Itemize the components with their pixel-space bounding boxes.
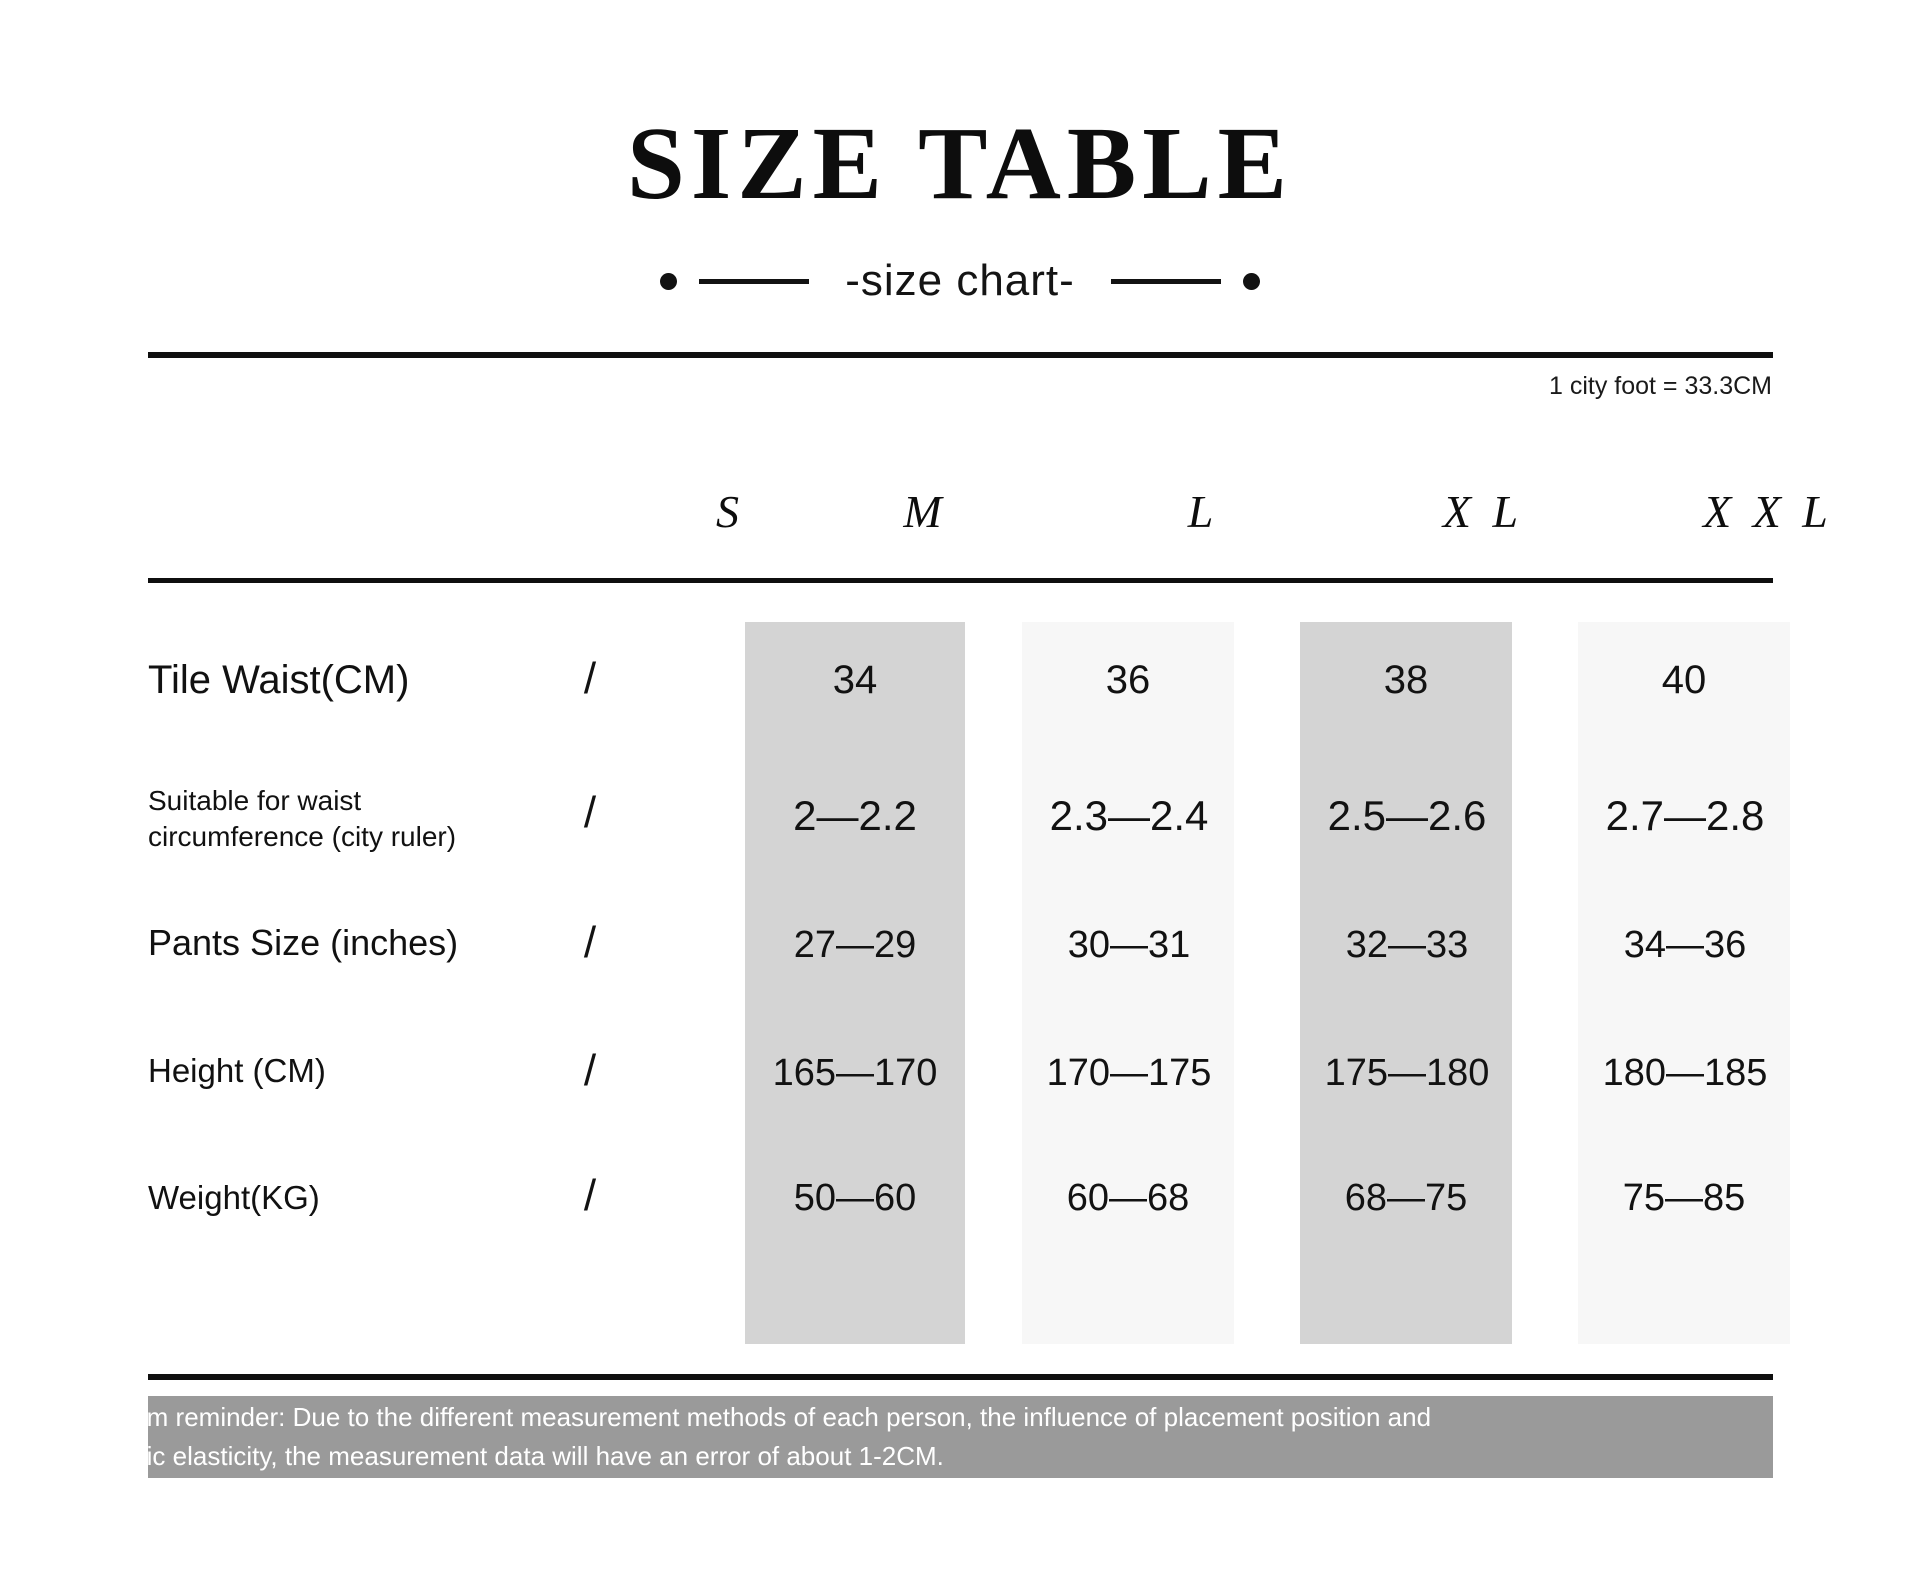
footer-note <box>138 1398 1798 1476</box>
cell-waist-circumference-m: 2—2.2 <box>793 792 917 839</box>
cell-weight-s: / <box>583 1171 597 1220</box>
column-band-xl <box>1300 622 1512 1344</box>
dot-right-icon <box>1243 273 1260 290</box>
cell-height-s: / <box>583 1046 597 1095</box>
cell-weight-m: 50—60 <box>793 1177 917 1219</box>
column-header-s: S <box>716 486 744 537</box>
column-header-l: L <box>1187 486 1219 537</box>
cell-weight-xxl: 75—85 <box>1622 1177 1746 1219</box>
row-label-weight: Weight(KG) <box>148 1179 320 1216</box>
cell-pants-size-xxl: 34—36 <box>1623 924 1747 966</box>
row-label-height: Height (CM) <box>148 1052 326 1089</box>
line-left-icon <box>699 279 809 284</box>
cell-waist-circumference-xxl: 2.7—2.8 <box>1605 792 1765 839</box>
row-label-tile-waist: Tile Waist(CM) <box>148 658 410 702</box>
divider-header <box>148 578 1773 583</box>
column-header-xxl: X X L <box>1703 486 1833 537</box>
subtitle-row <box>0 256 1920 306</box>
column-header-m: M <box>903 486 947 537</box>
cell-tile-waist-xxl: 40 <box>1661 658 1707 702</box>
column-band-m <box>745 622 965 1344</box>
cell-pants-size-m: 27—29 <box>793 924 917 966</box>
page-subtitle: -size chart- <box>845 256 1075 305</box>
row-label-pants-size: Pants Size (inches) <box>148 922 459 963</box>
cell-tile-waist-m: 34 <box>832 658 878 702</box>
divider-bottom <box>148 1374 1773 1380</box>
footer-note-line-2: ric elasticity, the measurement data will have an error of about 1-2CM. <box>138 1441 944 1471</box>
cell-pants-size-l: 30—31 <box>1067 924 1191 966</box>
dot-left-icon <box>660 273 677 290</box>
cell-waist-circumference-l: 2.3—2.4 <box>1049 792 1209 839</box>
cell-pants-size-xl: 32—33 <box>1345 924 1469 966</box>
cell-weight-xl: 68—75 <box>1344 1177 1468 1219</box>
cell-waist-circumference-s: / <box>583 788 597 837</box>
cell-tile-waist-xl: 38 <box>1383 658 1429 702</box>
cell-height-xl: 175—180 <box>1324 1052 1490 1094</box>
cell-weight-l: 60—68 <box>1066 1177 1190 1219</box>
page-title: SIZE TABLE <box>626 106 1294 221</box>
cell-height-m: 165—170 <box>772 1052 938 1094</box>
column-band-xxl <box>1578 622 1790 1344</box>
line-right-icon <box>1111 279 1221 284</box>
cell-tile-waist-s: / <box>583 654 597 703</box>
cell-pants-size-s: / <box>583 918 597 967</box>
cell-tile-waist-l: 36 <box>1105 658 1151 702</box>
conversion-note: 1 city foot = 33.3CM <box>1548 372 1772 400</box>
cell-waist-circumference-xl: 2.5—2.6 <box>1327 792 1487 839</box>
row-label-waist-circumference: Suitable for waist circumference (city ruler) <box>148 785 457 852</box>
cell-height-xxl: 180—185 <box>1602 1052 1768 1094</box>
column-header-row <box>148 485 1833 551</box>
column-header-xl: X L <box>1442 486 1524 537</box>
divider-top <box>148 352 1773 358</box>
column-band-l <box>1022 622 1234 1344</box>
footer-note-line-1: rm reminder: Due to the different measurement methods of each person, the influence of placement position and <box>138 1402 1432 1432</box>
cell-height-l: 170—175 <box>1046 1052 1212 1094</box>
